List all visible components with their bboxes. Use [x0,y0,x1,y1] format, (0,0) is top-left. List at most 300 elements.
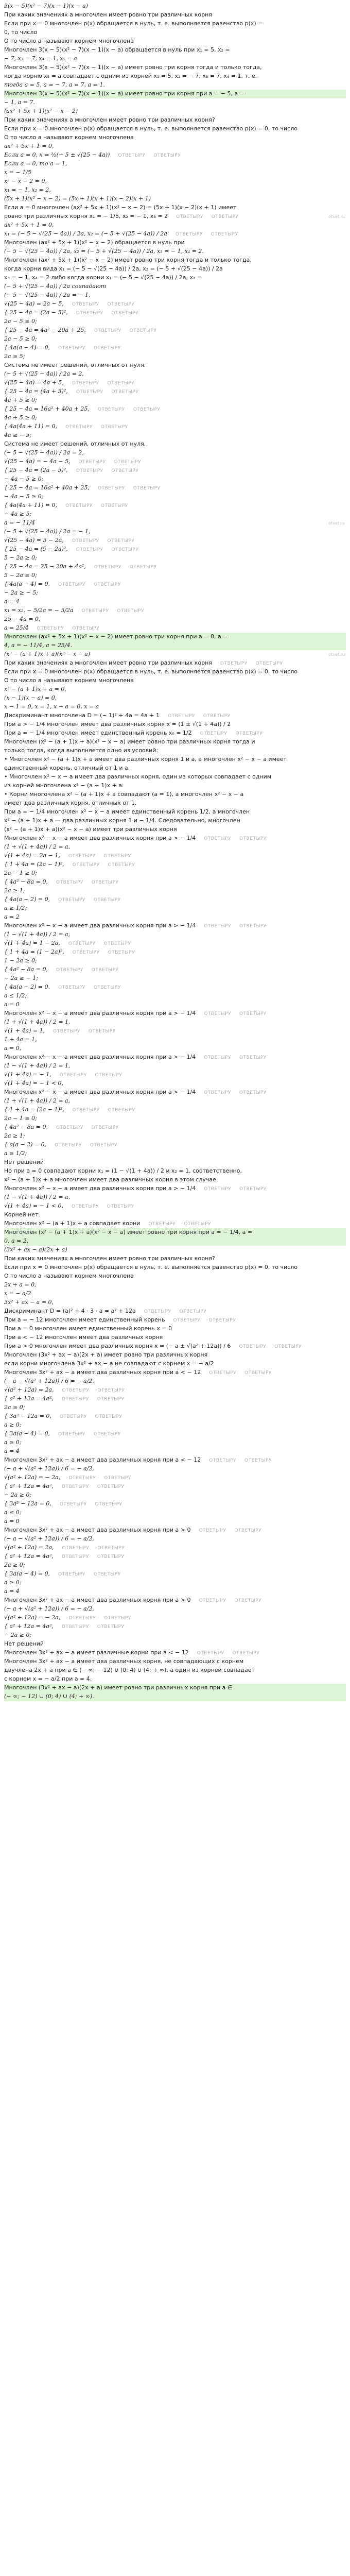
line-text: x₃ = − 1, x₄ = 2 либо когда корни x₁ = (− 5 − √(25 − 4a)) / 2a, x₂ = [4,274,202,281]
math-line [4,1614,346,1622]
line-text: 2a ≥ 0; [4,1404,25,1411]
watermark: ОТВЕТЫРУ [108,1108,135,1113]
line-text: { a² + 12a = 4a², [4,1623,54,1630]
watermark: ОТВЕТЫРУ [197,1651,224,1656]
line-text: • Многочлен x² − (a + 1)x + a имеет два различных корня 1 и a, а многочлен x² − x − a имеет [4,756,287,762]
line-text: Многочлен x² − x − a имеет два различных корня при a > − 1/4 [4,1185,196,1192]
math-line [4,177,346,186]
math-line [4,475,346,484]
line-text: с корнем x = − a/2 при a = 4. [4,1675,92,1682]
watermark: ОТВЕТЫРУ [94,328,121,333]
line-text: Многочлен (3x² + ax − a)(2x + a) имеет ровно три различных корня [4,1351,208,1358]
line-text: Многочлен 3(x − 5)(x² − 7)(x − 1)(x − a) имеет ровно три корня при a = − 5, a = [4,90,244,97]
line-text: При a > 0 многочлен имеет два различных корня x = (− a ± √(a² + 12a)) / 6 [4,1343,231,1349]
math-line [4,536,346,545]
line-text: a = 25/4 [4,624,29,631]
math-line [4,1482,346,1491]
watermark: ОТВЕТЫРУ [88,1029,116,1034]
math-line [4,379,346,387]
watermark: ОТВЕТЫРУ [62,1388,90,1393]
line-text: x² − (a + 1)x + a многочлен имеет два различных корня в этом случае. [4,1176,218,1183]
line-text: 0, a = 2. [4,1238,29,1244]
math-line [4,107,346,116]
line-text: Многочлен (x² − (a + 1)x + a)(x² − x − a) имеет ровно три корня при a = − 1/4, a = [4,1229,253,1235]
line-text: тогда a = 5, a = − 7, a = 7, a = 1. [4,81,105,88]
line-text: x = − a/2 [4,1290,31,1297]
line-text: 3(x − 5)(x² − 7)(x − 1)(x − a) [4,3,88,9]
line-text: { a² + 12a = 4a², [4,1553,54,1560]
watermark: ОТВЕТЫРУ [107,381,135,386]
line-text: Нет решений [4,1159,44,1165]
line-text: √(1 + 4a) = 1, [4,1027,45,1034]
watermark: ОТВЕТЫРУ [239,1344,267,1349]
watermark: ОТВЕТЫРУ [176,214,203,219]
line-text: a = 4 [4,598,20,605]
math-line [4,493,346,501]
watermark: ОТВЕТЫРУ [133,486,161,491]
line-text: Если a = 0, x = ½(− 5 ± √(25 − 4a)) [4,151,110,158]
line-text: { 25 − 4a = 16a² + 40a + 25, [4,405,90,412]
text-line [4,1351,346,1360]
line-text: 3x² + ax − a = 0, [4,1299,54,1306]
watermark: ОТВЕТЫРУ [62,1546,90,1551]
text-line [4,1184,346,1193]
text-line [4,37,346,46]
line-text: − 4a ≥ 5; [4,511,32,517]
line-text: При каких значениях a многочлен имеет ровно три различных корня? [4,116,215,123]
watermark: ОТВЕТЫРУ [211,214,239,219]
watermark: ОТВЕТЫРУ [129,565,157,570]
math-line [4,1132,346,1141]
line-text: a ≥ 0; [4,1421,22,1428]
line-text: Дискриминант D = (a)² + 4 · 3 · a = a² + 12a [4,1308,136,1314]
line-text: Многочлен x² − x − a имеет два различных корня при a > − 1/4 [4,1089,196,1095]
watermark: ОТВЕТЫРУ [59,1502,87,1507]
line-text: имеет два различных корня, отличных от 1. [4,800,137,806]
watermark: ОТВЕТЫРУ [68,1476,96,1481]
watermark: ОТВЕТЫРУ [239,1011,267,1016]
watermark: ОТВЕТЫРУ [97,1546,125,1551]
line-text: При каких значениях a многочлен имеет ровно три различных корня [4,659,212,666]
text-line [4,72,346,81]
text-line [4,1316,346,1325]
watermark: ОТВЕТЫРУ [56,880,83,885]
math-line [4,1509,346,1517]
text-line [4,1219,346,1228]
math-line [4,1079,346,1088]
line-text: − 7, x₃ = 7, x₄ = 1, x₅ = a [4,55,77,62]
watermark: ОТВЕТЫРУ [179,1309,207,1314]
math-line [4,843,346,852]
line-text: x² − (a + 1)x + a = 0, [4,686,66,692]
line-text: √(1 + 4a) = 2a − 1, [4,852,60,859]
line-text: (− 5 + √(25 − 4a)) / 2a = 2, [4,370,84,377]
text-line [4,1649,346,1657]
line-text: если корни многочлена 3x² + ax − a не совпадают с корнем x = − a/2 [4,1360,214,1367]
line-text: √(25 − 4a) = − 4a − 5, [4,458,71,465]
math-line [4,1149,346,1158]
line-text: Многочлен x² − x − a имеет два различных корня при a > − 1/4 [4,922,196,929]
text-line [4,116,346,125]
watermark: ОТВЕТЫРУ [97,486,125,491]
watermark: ОТВЕТЫРУ [56,968,83,973]
watermark: ОТВЕТЫРУ [204,836,231,841]
math-line [4,1421,346,1430]
line-text: √(a² + 12a) = − 2a, [4,1614,61,1621]
watermark: ОТВЕТЫРУ [104,1476,131,1481]
line-text: Дискриминант многочлена D = (− 1)² + 4a = 4a + 1 [4,712,160,719]
watermark: ОТВЕТЫРУ [108,950,135,955]
watermark: ОТВЕТЫРУ [81,608,109,614]
line-text: (5x + 1)(x² − x − 2) = (5x + 1)(x + 1)(x − 2)(x + 1) [4,195,151,202]
watermark: ОТВЕТЫРУ [61,1484,89,1489]
math-line [4,1579,346,1587]
watermark: ОТВЕТЫРУ [93,1432,121,1437]
line-text: { 3a(a − 4) = 0, [4,1430,50,1437]
line-text: Многочлен (3x² + ax − a)(2x + a) имеет ровно три различных корня при a ∈ [4,1684,233,1691]
math-line [4,624,346,633]
line-text: Если a = 0 многочлен (ax² + 5x + 1)(x² − x − 2) = (5x + 1)(x − 2)(x + 1) имеет [4,204,237,211]
watermark: ОТВЕТЫРУ [71,1204,99,1209]
math-line [4,598,346,606]
watermark: ОТВЕТЫРУ [97,1388,125,1393]
watermark: ОТВЕТЫРУ [65,425,93,430]
line-text: − 2a ≥ 0; [4,1492,32,1498]
text-line [4,1456,346,1465]
watermark: ОТВЕТЫРУ [144,1309,171,1314]
math-line [4,344,346,352]
line-text: Если при x = 0 многочлен p(x) обращается в нуль, т. е. выполняется равенство p(x) = 0, то число [4,125,297,132]
watermark: ОТВЕТЫРУ [58,346,85,351]
math-line [4,528,346,536]
math-line [4,309,346,317]
line-text: когда корни вида x₁ = (− 5 − √(25 − 4a)) / 2a, x₂ = (− 5 + √(25 − 4a)) / 2a [4,265,223,272]
math-line [4,1202,346,1211]
line-text: x₁ = − 1, x₂ = 2, [4,187,51,193]
watermark: ОТВЕТЫРУ [114,460,142,465]
watermark: ОТВЕТЫРУ [211,232,238,237]
line-text: 2a ≥ 1; [4,887,25,894]
line-text: 1 − 2a ≥ 0; [4,957,37,964]
line-text: (− 5 − √(25 − 4a)) / 2a = − 1, [4,292,91,298]
text-line [4,738,346,747]
watermark: ОТВЕТЫРУ [235,731,263,736]
line-text: ровно три различных корня x₁ = − 1/5, x₂ = − 1, x₃ = 2 [4,213,168,219]
math-line [4,55,346,63]
watermark: ОТВЕТЫРУ [76,468,103,473]
line-text: { 25 − 4a = 25 − 20a + 4a², [4,563,86,570]
math-line [4,501,346,510]
line-text: только тогда, когда выполняется одно из условий: [4,747,159,754]
watermark: ОТВЕТЫРУ [200,731,227,736]
math-line [4,247,346,256]
line-text: { 25 − 4a = (2a − 5)², [4,309,68,316]
math-line [4,98,346,107]
math-line [4,230,346,239]
math-line [4,1552,346,1561]
watermark: ОТВЕТЫРУ [239,924,267,929]
line-text: 2a − 1 ≥ 0; [4,1115,37,1122]
line-text: a ≤ 1/2; [4,992,27,999]
line-text: (− a − √(a² + 12a)) / 6 = − a/2, [4,1535,94,1542]
math-line [4,160,346,168]
watermark: ОТВЕТЫРУ [239,1187,267,1192]
line-text: из корней многочлена x² − (a + 1)x + a. [4,782,124,789]
answer-line [4,641,346,650]
line-text: { 4a(a − 4) = 0, [4,581,50,587]
line-text: √(a² + 12a) = − 2a, [4,1474,61,1481]
text-line [4,834,346,843]
watermark: ОТВЕТЫРУ [97,407,125,412]
line-text: Многочлен 3(x − 5)(x² − 7)(x − 1)(x − a) обращается в нуль при x₁ = 5, x₂ = [4,46,230,53]
math-line [4,1246,346,1255]
watermark: ОТВЕТЫРУ [239,836,267,841]
math-line [4,1027,346,1036]
watermark: ОТВЕТЫРУ [204,924,231,929]
watermark: ОТВЕТЫРУ [100,425,128,430]
text-line [4,668,346,676]
watermark: ОТВЕТЫРУ [97,1624,125,1630]
line-text: (1 + √(1 + 4a)) / 2 = a, [4,843,71,850]
math-line [4,1114,346,1123]
math-line [4,81,346,90]
line-text: √(1 + 4a) = − 1 < 0, [4,1202,63,1209]
line-text: { 4a(4a + 11) = 0, [4,423,58,430]
watermark: ОТВЕТЫРУ [111,311,139,316]
math-line [4,449,346,457]
watermark: ОТВЕТЫРУ [56,1125,83,1130]
text-line [4,20,346,28]
watermark: ОТВЕТЫРУ [111,389,139,395]
text-line [4,817,346,825]
watermark: ОТВЕТЫРУ [72,862,100,868]
math-line [4,948,346,957]
math-line [4,387,346,396]
line-text: Многочлен x² − (a + 1)x + a совпадает корни [4,1220,141,1227]
math-line [4,1430,346,1438]
line-text: Многочлен x² − x − a имеет два различных корня при a > − 1/4 [4,1054,196,1060]
watermark: ОТВЕТЫРУ [58,1572,85,1577]
line-text: единственный корень, отличный от 1 и a. [4,765,130,771]
line-text: x − 1 = 0, x = 1, x − a = 0, x = a [4,703,99,710]
watermark: ОТВЕТЫРУ [107,1204,134,1209]
watermark: ОТВЕТЫРУ [204,1187,231,1192]
math-line [4,685,346,694]
text-line [4,28,346,37]
text-line [4,1342,346,1351]
math-line [4,545,346,554]
line-text: { 1 + 4a = (2a − 1)², [4,1106,64,1113]
text-line [4,676,346,685]
line-text: (x − 1)(x − a) = 0, [4,694,57,701]
watermark: ОТВЕТЫРУ [93,346,121,351]
line-text: При a = − 12 многочлен имеет единственный корень [4,1316,165,1323]
watermark: ОТВЕТЫРУ [133,407,161,412]
line-text: a = 2 [4,913,20,920]
line-text: При a = − 1/4 многочлен x² − x − a имеет единственный корень 1/2, a многочлен [4,808,250,815]
watermark: ОТВЕТЫРУ [204,1055,231,1060]
math-line [4,300,346,309]
text-line [4,1158,346,1167]
watermark: ОТВЕТЫРУ [108,862,135,868]
text-line [4,1526,346,1535]
math-line [4,457,346,466]
text-line [4,1009,346,1018]
watermark: ОТВЕТЫРУ [58,985,85,990]
line-text: − 4a − 5 ≥ 0; [4,476,44,482]
watermark: ОТВЕТЫРУ [232,1651,260,1656]
watermark: ОТВЕТЫРУ [53,1029,80,1034]
line-text: О то число a называют корнем многочлена [4,134,134,141]
math-line [4,650,346,659]
math-line [4,405,346,414]
line-text: { 4a² − 8a = 0, [4,966,48,973]
line-text: Система не имеет решений, отличных от нуля. [4,362,146,368]
text-line [4,1368,346,1377]
watermark: ОТВЕТЫРУ [204,1090,231,1095]
line-text: { 25 − 4a = (5 − 2a)², [4,546,68,552]
line-text: − 4a − 5 ≥ 0; [4,493,44,500]
line-text: − 2a ≥ − 1; [4,975,38,981]
line-text: Если при x = 0 многочлен p(x) обращается в нуль, т. е. выполняется равенство p(x) = [4,20,263,27]
math-line [4,965,346,974]
watermark: ОТВЕТЫРУ [72,626,100,631]
math-line [4,974,346,983]
watermark: ОТВЕТЫРУ [234,1598,262,1603]
math-line [4,335,346,344]
watermark: ОТВЕТЫРУ [58,582,85,587]
line-text: a = 4 [4,1588,20,1595]
watermark: ОТВЕТЫРУ [59,1073,87,1078]
line-text: { 25 − 4a = 16a² + 40a + 25, [4,484,90,491]
watermark: ОТВЕТЫРУ [208,1318,236,1323]
math-line [4,1377,346,1386]
watermark: ОТВЕТЫРУ [274,1344,302,1349]
line-text: Нет решений [4,1640,44,1647]
answer-line [4,1228,346,1237]
watermark: ОТВЕТЫРУ [103,941,131,946]
line-text: Многочлен 3x² + ax − a имеет два различных корня, не совпадающих с корнем [4,1658,244,1665]
watermark: ОТВЕТЫРУ [93,1572,121,1577]
watermark: ОТВЕТЫРУ [148,1222,176,1227]
watermark: ОТВЕТЫРУ [65,503,93,509]
math-line [4,1500,346,1509]
math-line [4,352,346,361]
watermark: ОТВЕТЫРУ [111,468,139,473]
math-line [4,396,346,405]
math-line [4,142,346,151]
line-text: { 3a² − 12a = 0, [4,1500,51,1507]
text-line [4,1272,346,1281]
line-text: Многочлен (ax² + 5x + 1)(x² − x − 2) имеет ровно три корня тогда и только тогда, [4,257,252,263]
line-text: a = 0 [4,1001,20,1008]
text-line [4,747,346,755]
math-line [4,895,346,904]
site-mark: otvet.ru [328,214,345,219]
line-text: (1 + √(1 + 4a)) / 2 = a, [4,1097,71,1104]
line-text: При каких значениях a многочлен имеет ровно три различных корня? [4,1255,215,1262]
line-text: a ≥ 0; [4,1439,22,1446]
line-text: Многочлен (ax² + 5x + 1)(x² − x − 2) имеет ровно три корня при a = 0, a = [4,633,228,640]
line-text: 4a + 5 ≥ 0; [4,414,37,421]
text-line [4,1211,346,1219]
line-text: 2a − 5 ≥ 0; [4,318,37,325]
watermark: ОТВЕТЫРУ [72,381,99,386]
line-text: a ≥ 0; [4,1579,22,1586]
text-line [4,711,346,720]
watermark: ОТВЕТЫРУ [199,1528,226,1533]
line-text: − 2a ≥ − 5; [4,589,38,596]
line-text: (1 + √(1 + 4a)) / 2 = 1, [4,1019,71,1025]
math-line [4,1605,346,1614]
watermark: ОТВЕТЫРУ [68,854,96,859]
text-line [4,1657,346,1666]
line-text: √(1 + 4a) = − 1, [4,1071,51,1078]
watermark: ОТВЕТЫРУ [95,1502,122,1507]
math-line [4,510,346,519]
math-line [4,913,346,922]
text-line [4,133,346,142]
answer-line [4,633,346,641]
watermark: ОТВЕТЫРУ [94,565,121,570]
watermark: ОТВЕТЫРУ [76,389,103,395]
math-line [4,992,346,1001]
math-line [4,1298,346,1307]
line-text: √(1 + 4a) = 1 − 2a, [4,940,60,946]
line-text: Многочлен 3x² + ax − a имеет два различных корня при a > 0 [4,1597,191,1603]
text-line [4,1053,346,1062]
line-text: ax² + 5x + 1 = 0, [4,222,54,228]
text-line [4,1640,346,1649]
math-line [4,370,346,379]
line-text: √(a² + 12a) = 2a, [4,1386,54,1393]
watermark: ОТВЕТЫРУ [100,503,128,509]
line-text: 1 + 4a = 1, [4,1036,37,1043]
line-text: когда корню x₅ = a совпадает с одним из корней x₁ = 5, x₂ = − 7, x₃ = 7, x₄ = 1, т. е. [4,73,257,79]
watermark: ОТВЕТЫРУ [61,1624,89,1630]
text-line [4,1666,346,1675]
math-line [4,422,346,431]
solution-document [4,2,346,2576]
line-text: О то число a называют корнем многочлена [4,677,134,684]
watermark: ОТВЕТЫРУ [95,1073,122,1078]
watermark: ОТВЕТЫРУ [203,714,231,719]
text-line [4,1167,346,1176]
math-line [4,1395,346,1403]
math-line [4,317,346,326]
math-line [4,703,346,711]
line-text: (− ∞; − 12) ∪ (0; 4) ∪ (4; + ∞). [4,1693,94,1700]
line-text: x₁ = x₂, − 5/2a = − 5/2a [4,607,74,614]
watermark: ОТВЕТЫРУ [255,661,283,666]
watermark: ОТВЕТЫРУ [72,1108,100,1113]
line-text: Если при x = 0 многочлен p(x) обращается в нуль, т. е. выполняется равенство p(x) = 0, то число [4,1264,297,1270]
watermark: ОТВЕТЫРУ [239,1090,267,1095]
watermark: ОТВЕТЫРУ [72,950,100,955]
answer-line [4,1237,346,1246]
line-text: { a(a − 2) = 0, [4,1141,47,1148]
line-text: √(a² + 12a) = 2a, [4,1544,54,1551]
watermark: ОТВЕТЫРУ [204,1011,231,1016]
watermark: ОТВЕТЫРУ [117,608,145,614]
text-line [4,808,346,817]
math-line [4,186,346,195]
line-text: • Корни многочлена x² − (a + 1)x + a совпадают (a = 1), а многочлен x² − x − a [4,791,244,798]
watermark: ОТВЕТЫРУ [244,1458,272,1463]
line-text: √(25 − 4a) = 5 − 2a, [4,537,64,544]
line-text: ax² + 5x + 1 = 0, [4,143,54,149]
text-line [4,125,346,133]
